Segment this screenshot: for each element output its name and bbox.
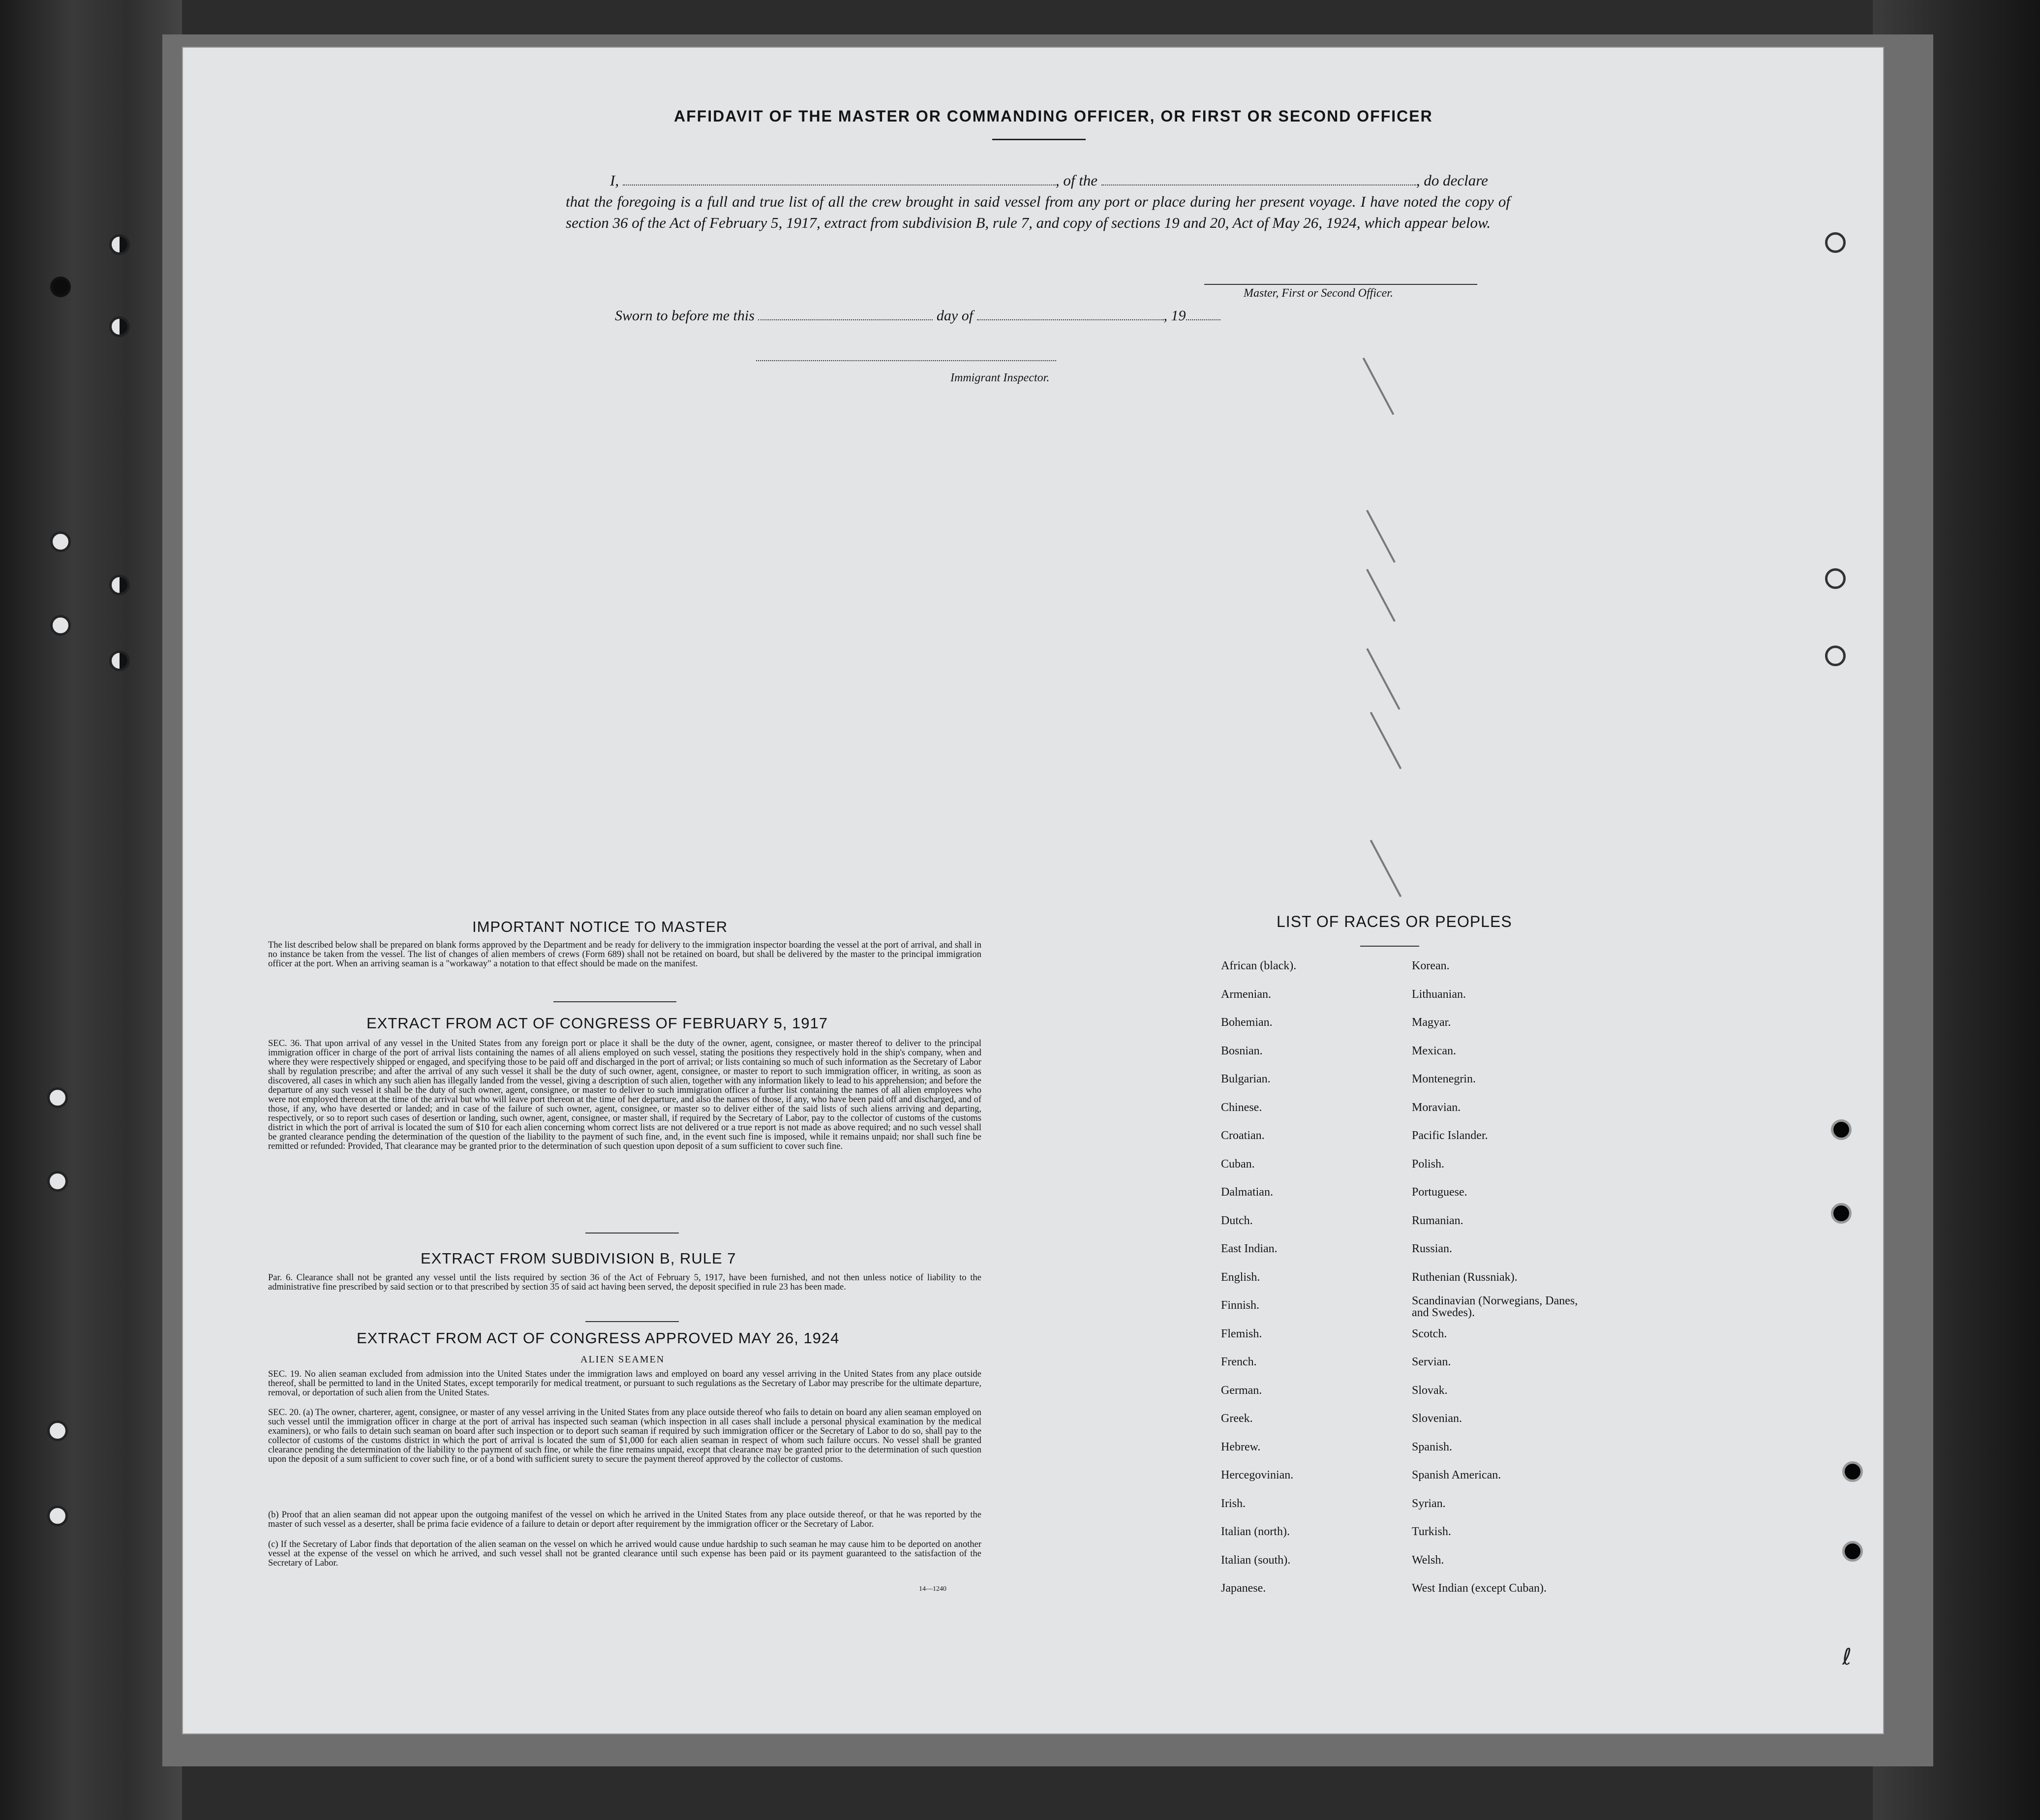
sworn-day-field[interactable] — [758, 319, 933, 320]
race-item-right: Scotch. — [1412, 1327, 1447, 1340]
race-item-right: Slovak. — [1412, 1384, 1448, 1397]
extract-1924-sec19: SEC. 19. No alien seaman excluded from admission into the United States under the immigration laws and employed on board any vessel arriving in the United States from any place outside thereof, shall be permitted to land in the United States, except temporarily for medical treatment, or pursuant to such regulations as the Secretary of Labor may prescribe for the ultimate departure, removal, or deportation of such alien from the United States. — [268, 1369, 981, 1398]
punch-hole — [47, 1087, 68, 1108]
year-prefix: , 19 — [1163, 308, 1186, 324]
affidavit-title: AFFIDAVIT OF THE MASTER OR COMMANDING OFFICER, OR FIRST OR SECOND OFFICER — [674, 107, 1433, 125]
race-item-right: Slovenian. — [1412, 1412, 1462, 1425]
scan-border-left — [0, 0, 182, 1820]
sworn-prefix: Sworn to before me this — [615, 308, 755, 324]
race-item-left: Flemish. — [1221, 1327, 1262, 1340]
do-declare-label: , do declare — [1416, 172, 1488, 189]
punch-hole — [47, 1506, 68, 1526]
race-item-right: Servian. — [1412, 1356, 1451, 1368]
punch-hole — [1831, 1203, 1852, 1224]
extract-1924-sec20: SEC. 20. (a) The owner, charterer, agent, consignee, or master of any vessel arriving in the United States from any place outside thereof who fails to detain on board any alien seaman employed on such vessel until the immigration officer in charge at the port of arrival has inspected such seaman (which inspection in all cases shall include a personal physical examination by the medical examiners), or who fails to detain such seaman on board after such inspection or to deport such seaman if required by such immigration officer or the Secretary of Labor to do so, shall pay to the collector of customs of the customs district in which the port of arrival is located the sum of $1,000 for each alien seaman in respect of whom such failure occurs. No vessel shall be granted clearance pending the determination of the liability to the payment of such fine, or while the fine remains unpaid, except that clearance may be granted prior to the determination of such question upon the deposit of a sum sufficient to cover such fine, or of a bond with sufficient surety to secure the payment thereof approved by the collector of customs. — [268, 1408, 981, 1464]
inspector-signature-line — [756, 360, 1056, 361]
race-item-left: Armenian. — [1221, 987, 1271, 1001]
race-item-left: Italian (south). — [1221, 1553, 1291, 1567]
race-item-right: Portuguese. — [1412, 1186, 1467, 1199]
extract-1924-title: EXTRACT FROM ACT OF CONGRESS APPROVED MAY 26, 1924 — [357, 1329, 840, 1347]
affidavit-declaration: that the foregoing is a full and true list of all the crew brought in said vessel from any port or place during her present voyage. I have noted the copy of section 36 of the Act of February 5, 1917, extract from subdivision B, rule 7, and copy of sections 19 and 20, Act of May 26, 1924, which appear below. — [566, 193, 1510, 231]
race-item-left: Dalmatian. — [1221, 1186, 1273, 1199]
race-item-right: Syrian. — [1412, 1497, 1446, 1510]
extract-rule7-title: EXTRACT FROM SUBDIVISION B, RULE 7 — [421, 1250, 736, 1267]
race-item-right: Moravian. — [1412, 1101, 1461, 1114]
race-item-left: African (black). — [1221, 959, 1297, 972]
day-of-label: day of — [936, 308, 974, 324]
race-item-right: Spanish. — [1412, 1440, 1453, 1453]
extract-1917-title: EXTRACT FROM ACT OF CONGRESS OF FEBRUARY 5, 1917 — [366, 1015, 828, 1032]
race-item-left: Croatian. — [1221, 1129, 1265, 1142]
punch-hole — [1842, 1541, 1863, 1562]
sworn-year-field[interactable] — [1186, 319, 1220, 320]
race-item-right: Spanish American. — [1412, 1469, 1501, 1481]
handwritten-mark: ℓ — [1842, 1643, 1852, 1670]
sworn-line — [615, 308, 1220, 324]
notice-text: The list described below shall be prepared on blank forms approved by the Department and be ready for delivery to the immigration inspector boarding the vessel at the port of arrival, and shall in no instance be taken from the vessel. The list of changes of alien members of crews (Form 689) shall not be retained on board, but shall be delivered by the master to the principal immigration officer at the port. When an arriving seaman is a "workaway" a notation to that effect should be made on the manifest. — [268, 940, 981, 969]
divider — [585, 1321, 679, 1322]
race-item-left: Cuban. — [1221, 1157, 1255, 1171]
divider — [585, 1233, 679, 1234]
punch-hole — [109, 234, 130, 255]
i-label: I, — [610, 172, 619, 189]
race-item-right: Ruthenian (Russniak). — [1412, 1270, 1518, 1284]
race-item-right: Magyar. — [1412, 1016, 1451, 1029]
extract-1924-sec20b: (b) Proof that an alien seaman did not appear upon the outgoing manifest of the vessel on which he arrived in the United States from any place outside thereof, or that he was reported by the master of such vessel as a deserter, shall be prima facie evidence of a failure to detain or deport after requirement by the immigration officer or the Secretary of Labor. — [268, 1510, 981, 1529]
punch-hole — [109, 650, 130, 671]
race-item-left: Japanese. — [1221, 1582, 1266, 1595]
punch-hole — [1825, 568, 1846, 589]
race-item-right: Russian. — [1412, 1242, 1453, 1255]
master-signature-label: Master, First or Second Officer. — [1244, 287, 1393, 300]
race-item-left: German. — [1221, 1384, 1262, 1397]
race-item-left: Greek. — [1221, 1412, 1253, 1425]
races-title: LIST OF RACES OR PEOPLES — [1277, 913, 1512, 930]
punch-hole — [47, 1171, 68, 1192]
race-item-right: West Indian (except Cuban). — [1412, 1582, 1547, 1595]
punch-hole — [109, 575, 130, 595]
race-item-left: Bosnian. — [1221, 1044, 1263, 1057]
race-item-left: French. — [1221, 1356, 1257, 1368]
punch-hole — [1825, 232, 1846, 253]
punch-hole — [47, 1420, 68, 1441]
race-item-left: Finnish. — [1221, 1299, 1260, 1312]
punch-hole — [1842, 1461, 1863, 1482]
race-item-right: Turkish. — [1412, 1525, 1451, 1538]
punch-hole — [1825, 646, 1846, 666]
punch-hole — [50, 277, 71, 297]
race-item-left: Chinese. — [1221, 1101, 1262, 1114]
race-item-left: Hebrew. — [1221, 1440, 1261, 1453]
notice-title: IMPORTANT NOTICE TO MASTER — [472, 918, 728, 935]
race-item-right: Korean. — [1412, 959, 1450, 972]
race-item-right: Polish. — [1412, 1157, 1445, 1171]
title-underline — [992, 139, 1086, 140]
race-item-right: Mexican. — [1412, 1044, 1456, 1057]
race-item-left: Italian (north). — [1221, 1525, 1290, 1538]
race-item-right: Welsh. — [1412, 1553, 1444, 1567]
extract-rule7-text: Par. 6. Clearance shall not be granted any vessel until the lists required by section 36 of the Act of February 5, 1917, have been furnished, and not then unless notice of liability to the administrative fine prescribed by said section or to that prescribed by section 35 of said act having been served, the deposit specified in rule 23 has been made. — [268, 1273, 981, 1292]
divider — [553, 1001, 676, 1002]
race-item-left: Bohemian. — [1221, 1016, 1273, 1029]
race-item-right: Scandinavian (Norwegians, Danes, and Swedes). — [1412, 1295, 1578, 1319]
alien-seamen-subtitle: ALIEN SEAMEN — [580, 1354, 665, 1365]
race-item-right: Rumanian. — [1412, 1214, 1463, 1227]
race-item-left: English. — [1221, 1270, 1260, 1284]
divider — [1360, 946, 1419, 947]
race-item-right: Lithuanian. — [1412, 987, 1466, 1001]
race-item-left: Irish. — [1221, 1497, 1246, 1510]
punch-hole — [1831, 1119, 1852, 1140]
race-item-right: Pacific Islander. — [1412, 1129, 1488, 1142]
of-the-label: , of the — [1055, 172, 1098, 189]
inspector-label: Immigrant Inspector. — [950, 371, 1050, 384]
extract-1917-text: SEC. 36. That upon arrival of any vessel in the United States from any foreign port or place it shall be the duty of the owner, agent, consignee, or master thereof to deliver to the principal immigration officer in charge of the port of arrival lists containing the names of all aliens employed on such vessel, stating the positions they respectively hold in the ship's company, when and where they were respectively shipped or engaged, and specifying those to be paid off and discharged in the port of arrival; or lists containing so much of such information as the Secretary of Labor shall by regulation prescribe; and after the arrival of any such vessel it shall be the duty of such owner, agent, consignee, or master to report to such immigration officer, in writing, as soon as discovered, all cases in which any such alien has illegally landed from the vessel, giving a description of such alien, together with any information likely to lead to his apprehension; and before the departure of any such vessel it shall be the duty of such owner, agent, consignee, or master to deliver to such immigration officer a further list containing the names of all alien employees who were not employed thereon at the time of the arrival but who will leave port thereon at the time of her departure, and also the names of those, if any, who have been paid off and discharged, and of those, if any, who have deserted or landed; and in case of the failure of such owner, agent, consignee, or master so to deliver either of the said lists of such aliens arriving and departing, respectively, or so to report such cases of desertion or landing, such owner, agent, consignee, or master shall, if required by the Secretary of Labor, pay to the collector of customs of the customs district in which the port of arrival is located the sum of $10 for each alien concerning whom correct lists are not delivered or a true report is not made as above required; and no such vessel shall be granted clearance pending the determination of the question of the liability to the payment of such fine, and, in the event such fine is imposed, while it remains unpaid; nor shall such fine be remitted or refunded: Provided, That clearance may be granted prior to the determination of such question upon deposit of a sum sufficient to cover such fine. — [268, 1039, 981, 1151]
race-item-right: Montenegrin. — [1412, 1073, 1476, 1085]
affidavit-body — [566, 170, 1510, 233]
punch-hole — [109, 316, 130, 337]
race-item-left: Dutch. — [1221, 1214, 1253, 1227]
sworn-month-field[interactable] — [977, 319, 1164, 320]
punch-hole — [50, 531, 71, 552]
extract-1924-sec20c: (c) If the Secretary of Labor finds that deportation of the alien seaman on the vessel on which he arrived would cause undue hardship to such seaman he may cause him to be deported on another vessel at the expense of the vessel on which he arrived, and such vessel shall not be granted clearance until such expense has been paid or its payment guaranteed to the satisfaction of the Secretary of Labor. — [268, 1540, 981, 1568]
punch-hole — [50, 615, 71, 636]
master-signature-line — [1204, 284, 1477, 285]
race-item-left: Bulgarian. — [1221, 1073, 1271, 1085]
race-item-left: Hercegovinian. — [1221, 1469, 1294, 1481]
form-number: 14—1240 — [919, 1585, 946, 1593]
form-page — [182, 47, 1884, 1734]
race-item-left: East Indian. — [1221, 1242, 1278, 1255]
